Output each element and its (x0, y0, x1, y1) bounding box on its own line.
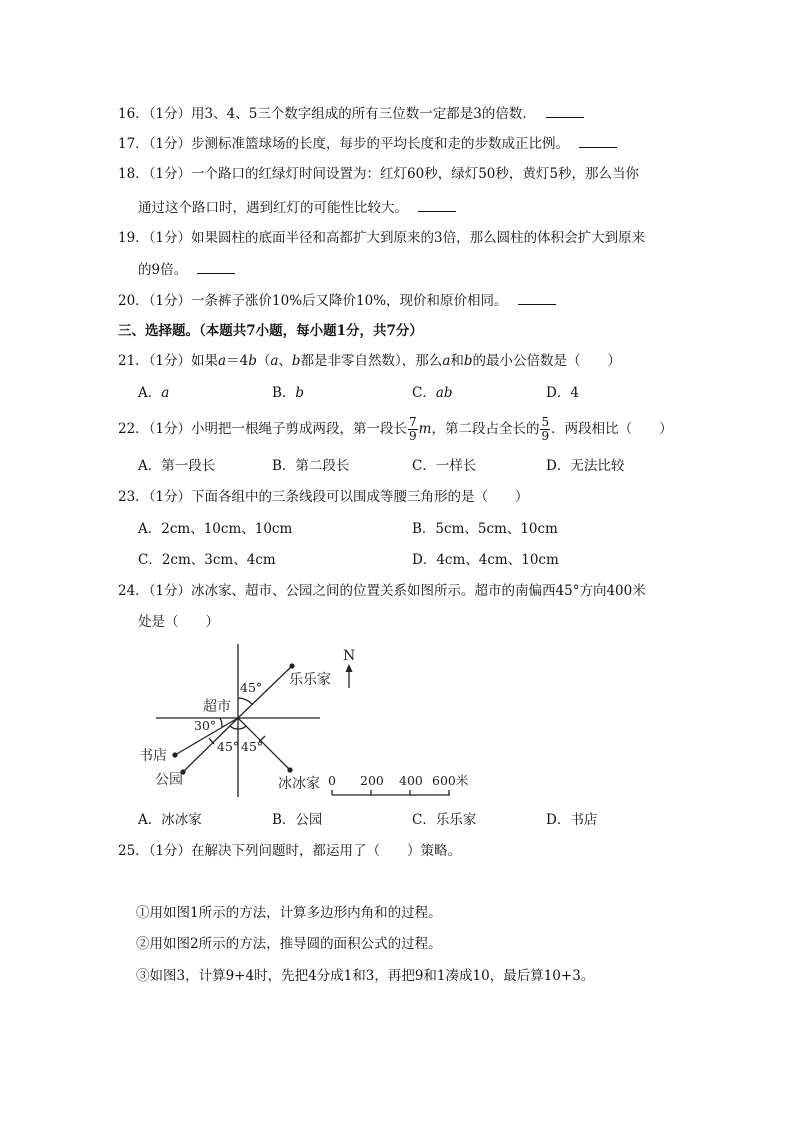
question-text: ．两段相比（ ） (551, 421, 673, 437)
angle-arc-se (238, 726, 246, 729)
question-number: 25． (118, 843, 149, 859)
angle-arc-w (220, 718, 222, 727)
angle-label-sw: 45° (217, 739, 240, 754)
option-label: A． (138, 385, 162, 401)
question-18-line2 (138, 198, 456, 217)
option-b[interactable]: B．5cm、5cm、10cm (412, 521, 558, 537)
option-value: b (295, 385, 305, 401)
option-b[interactable]: B．第二段长 (272, 458, 350, 474)
angle-label-w: 30° (194, 718, 217, 733)
lele-label: 乐乐家 (289, 672, 331, 688)
variable-b: b (463, 353, 473, 369)
option-c[interactable]: C．2cm、3cm、4cm (138, 552, 276, 568)
variable-a: a (270, 353, 279, 369)
angle-label-se: 45° (241, 739, 264, 754)
fraction-denominator: 9 (409, 429, 417, 443)
question-text: 的9倍。 (138, 262, 188, 278)
question-text: 都是非零自然数），那么 (300, 353, 443, 369)
option-c[interactable]: C．乐乐家 (412, 812, 477, 828)
question-text: 如果 (191, 353, 219, 369)
question-23 (118, 488, 529, 506)
question-text: 的最小公倍数是（ ） (472, 353, 622, 369)
question-text: 冰冰家、超市、公园之间的位置关系如图所示。超市的南偏西45°方向400米 (191, 583, 646, 599)
question-score: （1分） (148, 230, 192, 246)
supermarket-label: 超市 (203, 699, 231, 715)
question-20 (118, 291, 556, 310)
question-16 (118, 104, 584, 123)
scale-label: 400 (399, 773, 423, 788)
question-18 (118, 165, 639, 183)
option-d[interactable]: D．书店 (546, 812, 598, 828)
question-number: 18． (118, 166, 149, 182)
scale-label: 200 (360, 773, 384, 788)
question-score: （1分） (148, 843, 192, 859)
unit: m (418, 421, 432, 437)
variable-a: a (218, 353, 227, 369)
fraction-numerator: 7 (409, 415, 417, 429)
point-bookstore (172, 752, 177, 757)
angle-label-ne: 45° (240, 680, 263, 695)
fraction-numerator: 5 (541, 415, 550, 429)
question-22 (118, 414, 673, 444)
option-value: ab (435, 385, 453, 401)
scale-label: 0 (328, 773, 336, 788)
option-a[interactable] (138, 384, 169, 402)
option-b[interactable] (272, 384, 304, 402)
question-19-line2 (138, 260, 235, 279)
question-24 (118, 582, 646, 600)
question-number: 24． (118, 583, 149, 599)
list-item: ②用如图2所示的方法，推导圆的面积公式的过程。 (136, 936, 442, 952)
option-a[interactable]: A．冰冰家 (138, 812, 202, 828)
question-score: （1分） (148, 583, 192, 599)
option-c[interactable]: C．一样长 (412, 458, 477, 474)
question-number: 22． (118, 421, 149, 437)
fraction-denominator: 9 (541, 429, 550, 443)
question-number: 23． (118, 489, 149, 505)
question-text: ＝4 (226, 353, 249, 369)
scale-label: 600米 (432, 773, 469, 788)
angle-arc-ne (238, 698, 252, 704)
answer-blank[interactable] (418, 198, 456, 212)
option-label: C． (412, 385, 436, 401)
question-text: 下面各组中的三条线段可以围成等腰三角形的是（ ） (191, 489, 529, 505)
tick-mark (209, 738, 214, 744)
option-label: B． (272, 385, 296, 401)
question-score: （1分） (148, 106, 192, 122)
list-item: ①用如图1所示的方法，计算多边形内角和的过程。 (136, 905, 442, 921)
question-text: 通过这个路口时，遇到红灯的可能性比较大。 (138, 200, 408, 216)
question-score: （1分） (148, 489, 192, 505)
park-label: 公园 (155, 772, 183, 788)
fraction-seven-ninths (408, 416, 418, 443)
option-a[interactable]: A．第一段长 (138, 458, 216, 474)
question-text: 一个路口的红绿灯时间设置为：红灯60秒，绿灯50秒，黄灯5秒，那么当你 (191, 166, 639, 182)
question-number: 21． (118, 353, 149, 369)
fraction-five-ninths (540, 416, 550, 443)
question-text: 和 (450, 353, 464, 369)
question-25 (118, 842, 461, 860)
variable-b: b (248, 353, 257, 369)
question-text: ，第二段占全长的 (431, 421, 540, 437)
north-arrow-head (346, 664, 353, 672)
answer-blank[interactable] (197, 260, 235, 274)
angle-arc-sw (230, 726, 238, 729)
answer-blank[interactable] (579, 134, 617, 148)
list-item: ③如图3，计算9+4时，先把4分成1和3，再把9和1凑成10，最后算10+3。 (136, 968, 595, 984)
question-number: 19． (118, 230, 149, 246)
bingbing-label: 冰冰家 (278, 776, 320, 792)
north-label: N (343, 648, 356, 664)
option-value: a (161, 385, 170, 401)
answer-blank[interactable] (518, 291, 556, 305)
point-bingbing (287, 767, 292, 772)
question-21 (118, 352, 621, 370)
option-c[interactable] (412, 384, 453, 402)
question-text: 小明把一根绳子剪成两段，第一段长 (191, 421, 408, 437)
bookstore-label: 书店 (139, 748, 167, 764)
question-number: 20． (118, 293, 149, 309)
question-17 (118, 134, 617, 153)
option-b[interactable]: B．公园 (272, 812, 323, 828)
question-score: （1分） (148, 293, 192, 309)
section-heading: 三、选择题。（本题共7小题，每小题1分，共7分） (118, 323, 423, 339)
option-d[interactable]: D．4 (546, 385, 579, 401)
point-lele (289, 663, 294, 668)
question-score: （1分） (148, 136, 192, 152)
question-19 (118, 229, 645, 247)
option-d[interactable]: D．无法比较 (546, 458, 625, 474)
question-text: 用3、4、5三个数字组成的所有三位数一定都是3的倍数． (191, 106, 536, 122)
question-score: （1分） (148, 353, 192, 369)
question-text: 一条裤子涨价10%后又降价10%，现价和原价相同。 (191, 293, 508, 309)
question-text: 步测标准篮球场的长度，每步的平均长度和走的步数成正比例。 (191, 136, 570, 152)
variable-b: b (291, 353, 301, 369)
question-score: （1分） (148, 421, 192, 437)
answer-blank[interactable] (546, 104, 584, 118)
question-text: （ (256, 353, 271, 369)
option-d[interactable]: D．4cm、4cm、10cm (412, 552, 559, 568)
location-map-diagram (139, 640, 490, 805)
question-number: 17． (118, 136, 149, 152)
question-text: 如果圆柱的底面半径和高都扩大到原来的3倍，那么圆柱的体积会扩大到原来 (191, 230, 646, 246)
question-score: （1分） (148, 166, 192, 182)
question-text: 在解决下列问题时，都运用了（ ）策略。 (191, 843, 462, 859)
variable-a: a (442, 353, 451, 369)
option-a[interactable]: A．2cm、10cm、10cm (138, 521, 293, 537)
question-text: 、 (278, 353, 292, 369)
question-number: 16． (118, 106, 149, 122)
question-24-line2: 处是（ ） (138, 614, 219, 630)
